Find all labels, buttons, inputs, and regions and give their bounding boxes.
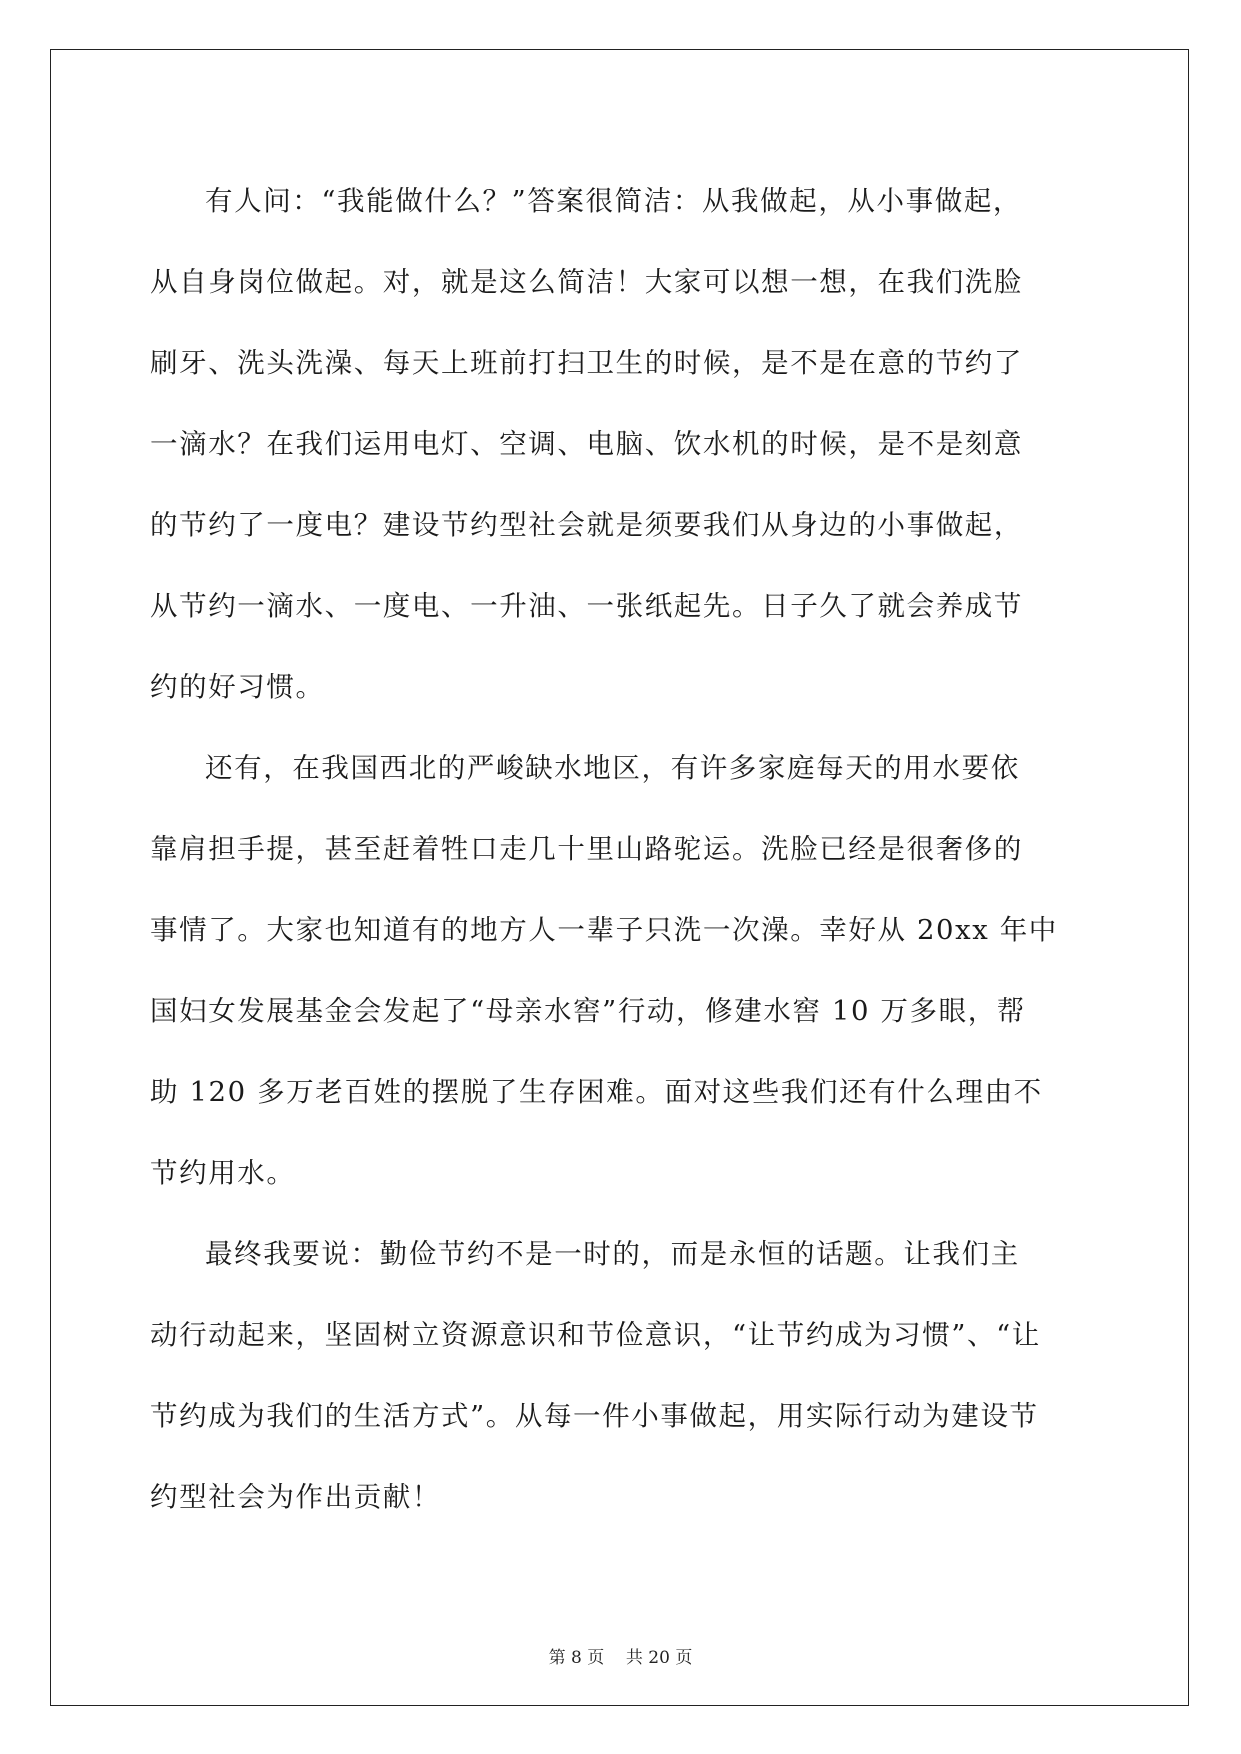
text-line: 刷牙、洗头洗澡、每天上班前打扫卫生的时候，是不是在意的节约了 [150,347,1023,379]
text-line: 国妇女发展基金会发起了“母亲水窖”行动，修建水窖 10 万多眼，帮 [150,995,1026,1027]
page-footer [0,1643,1241,1668]
text-line: 一滴水？在我们运用电灯、空调、电脑、饮水机的时候，是不是刻意 [150,428,1023,460]
paragraph-3 [150,1214,1090,1538]
page-number: 第 8 页 [548,1648,605,1668]
text-line: 靠肩担手提，甚至赶着牲口走几十里山路驼运。洗脸已经是很奢侈的 [150,833,1023,865]
text-line: 事情了。大家也知道有的地方人一辈子只洗一次澡。幸好从 20xx 年中 [150,914,1058,946]
document-body [150,161,1090,1538]
paragraph-2 [150,728,1090,1214]
text-line: 节约成为我们的生活方式”。从每一件小事做起，用实际行动为建设节 [150,1400,1039,1432]
paragraph-1 [150,161,1090,728]
text-line: 从自身岗位做起。对，就是这么简洁！大家可以想一想，在我们洗脸 [150,266,1023,298]
text-line: 还有，在我国西北的严峻缺水地区，有许多家庭每天的用水要依 [205,752,1020,784]
text-line: 最终我要说：勤俭节约不是一时的，而是永恒的话题。让我们主 [205,1238,1020,1270]
text-line: 约的好习惯。 [150,671,325,703]
text-line: 约型社会为作出贡献！ [150,1481,441,1513]
page-total: 共 20 页 [625,1648,693,1668]
text-line: 节约用水。 [150,1157,296,1189]
text-line: 助 120 多万老百姓的摆脱了生存困难。面对这些我们还有什么理由不 [150,1076,1043,1108]
text-line: 的节约了一度电？建设节约型社会就是须要我们从身边的小事做起， [150,509,1023,541]
text-line: 动行动起来，坚固树立资源意识和节俭意识，“让节约成为习惯”、“让 [150,1319,1041,1351]
text-line: 有人问：“我能做什么？”答案很简洁：从我做起，从小事做起， [205,185,1023,217]
text-line: 从节约一滴水、一度电、一升油、一张纸起先。日子久了就会养成节 [150,590,1023,622]
